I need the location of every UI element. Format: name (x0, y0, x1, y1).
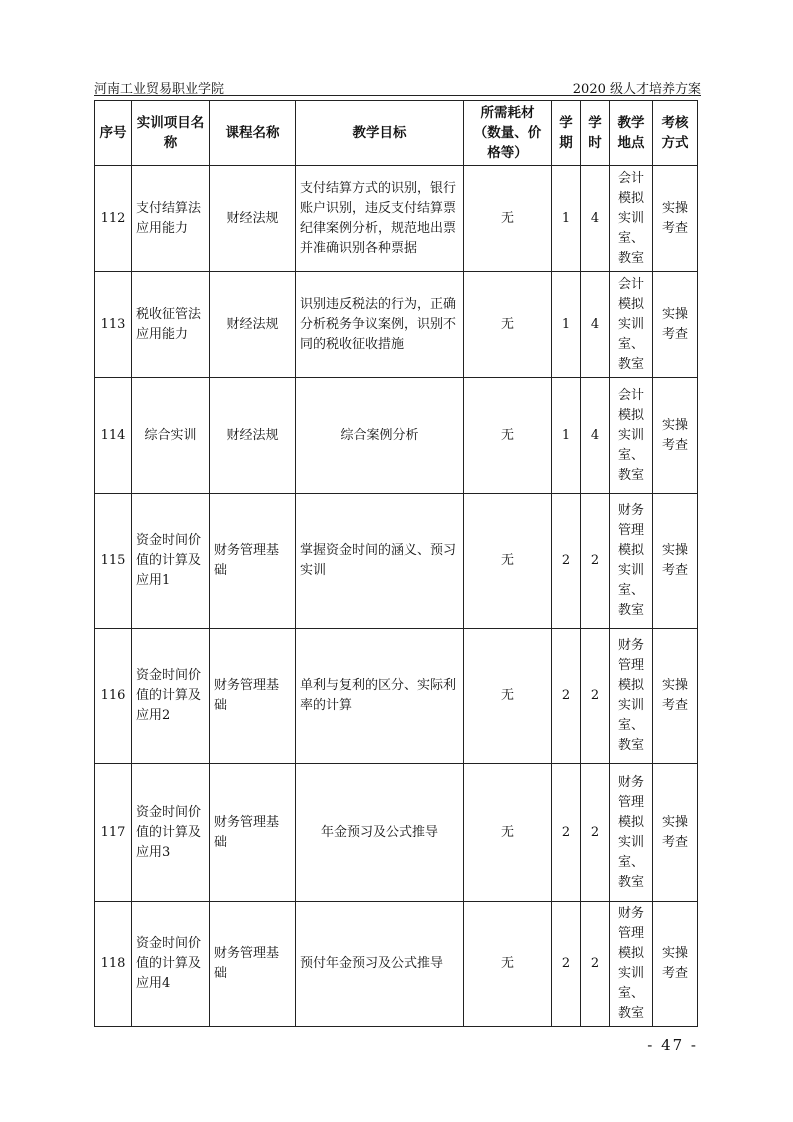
cell-seq: 112 (95, 166, 132, 272)
header-doc-title: 2020 级人才培养方案 (572, 82, 701, 97)
page-number: - 47 - (647, 1036, 698, 1054)
cell-term: 2 (552, 629, 581, 764)
cell-term: 2 (552, 902, 581, 1027)
cell-assessment: 实操考查 (653, 272, 698, 378)
cell-project: 资金时间价值的计算及应用3 (132, 764, 210, 902)
cell-goal: 支付结算方式的识别，银行账户识别，违反支付结算票纪律案例分析，规范地出票并准确识别各种票据 (296, 166, 464, 272)
cell-materials: 无 (464, 764, 552, 902)
cell-materials: 无 (464, 494, 552, 629)
col-header-hours: 学时 (581, 101, 610, 166)
col-header-assessment: 考核方式 (653, 101, 698, 166)
cell-seq: 116 (95, 629, 132, 764)
col-header-location: 教学地点 (610, 101, 653, 166)
cell-course: 财经法规 (210, 166, 296, 272)
col-header-goal: 教学目标 (296, 101, 464, 166)
cell-project: 综合实训 (132, 378, 210, 494)
cell-hours: 2 (581, 902, 610, 1027)
cell-course: 财经法规 (210, 378, 296, 494)
col-header-materials: 所需耗材（数量、价格等） (464, 101, 552, 166)
cell-seq: 115 (95, 494, 132, 629)
cell-location: 会计模拟实训室、教室 (610, 272, 653, 378)
cell-seq: 117 (95, 764, 132, 902)
table-row (95, 378, 698, 494)
cell-goal: 单利与复利的区分、实际利率的计算 (296, 629, 464, 764)
cell-seq: 118 (95, 902, 132, 1027)
cell-goal: 掌握资金时间的涵义、预习实训 (296, 494, 464, 629)
col-header-term: 学期 (552, 101, 581, 166)
cell-hours: 4 (581, 166, 610, 272)
training-projects-table (94, 100, 698, 1027)
cell-materials: 无 (464, 166, 552, 272)
cell-seq: 114 (95, 378, 132, 494)
cell-term: 1 (552, 378, 581, 494)
cell-location: 财务管理模拟实训室、教室 (610, 629, 653, 764)
table-row (95, 902, 698, 1027)
table-row (95, 764, 698, 902)
cell-location: 财务管理模拟实训室、教室 (610, 494, 653, 629)
cell-term: 2 (552, 494, 581, 629)
cell-hours: 4 (581, 272, 610, 378)
cell-course: 财务管理基础 (210, 629, 296, 764)
cell-assessment: 实操考查 (653, 166, 698, 272)
cell-assessment: 实操考查 (653, 378, 698, 494)
table-row (95, 272, 698, 378)
cell-course: 财务管理基础 (210, 764, 296, 902)
cell-project: 税收征管法应用能力 (132, 272, 210, 378)
table-header-row (95, 101, 698, 166)
cell-project: 资金时间价值的计算及应用4 (132, 902, 210, 1027)
cell-goal: 年金预习及公式推导 (296, 764, 464, 902)
cell-seq: 113 (95, 272, 132, 378)
cell-hours: 4 (581, 378, 610, 494)
cell-hours: 2 (581, 629, 610, 764)
table-row (95, 629, 698, 764)
cell-hours: 2 (581, 494, 610, 629)
header-school-name: 河南工业贸易职业学院 (94, 82, 225, 97)
cell-project: 支付结算法应用能力 (132, 166, 210, 272)
cell-goal: 综合案例分析 (296, 378, 464, 494)
cell-course: 财务管理基础 (210, 902, 296, 1027)
cell-hours: 2 (581, 764, 610, 902)
table-row (95, 494, 698, 629)
cell-goal: 预付年金预习及公式推导 (296, 902, 464, 1027)
cell-location: 会计模拟实训室、教室 (610, 378, 653, 494)
col-header-seq: 序号 (95, 101, 132, 166)
cell-materials: 无 (464, 902, 552, 1027)
col-header-project: 实训项目名称 (132, 101, 210, 166)
table-row (95, 166, 698, 272)
cell-assessment: 实操考查 (653, 902, 698, 1027)
cell-project: 资金时间价值的计算及应用2 (132, 629, 210, 764)
cell-course: 财务管理基础 (210, 494, 296, 629)
cell-location: 财务管理模拟实训室、教室 (610, 764, 653, 902)
header-rule (94, 95, 701, 96)
cell-term: 1 (552, 272, 581, 378)
cell-goal: 识别违反税法的行为，正确分析税务争议案例，识别不同的税收征收措施 (296, 272, 464, 378)
cell-term: 1 (552, 166, 581, 272)
cell-materials: 无 (464, 272, 552, 378)
cell-materials: 无 (464, 629, 552, 764)
cell-assessment: 实操考查 (653, 629, 698, 764)
cell-materials: 无 (464, 378, 552, 494)
cell-term: 2 (552, 764, 581, 902)
col-header-course: 课程名称 (210, 101, 296, 166)
cell-location: 会计模拟实训室、教室 (610, 166, 653, 272)
cell-location: 财务管理模拟实训室、教室 (610, 902, 653, 1027)
cell-course: 财经法规 (210, 272, 296, 378)
cell-assessment: 实操考查 (653, 494, 698, 629)
cell-assessment: 实操考查 (653, 764, 698, 902)
cell-project: 资金时间价值的计算及应用1 (132, 494, 210, 629)
